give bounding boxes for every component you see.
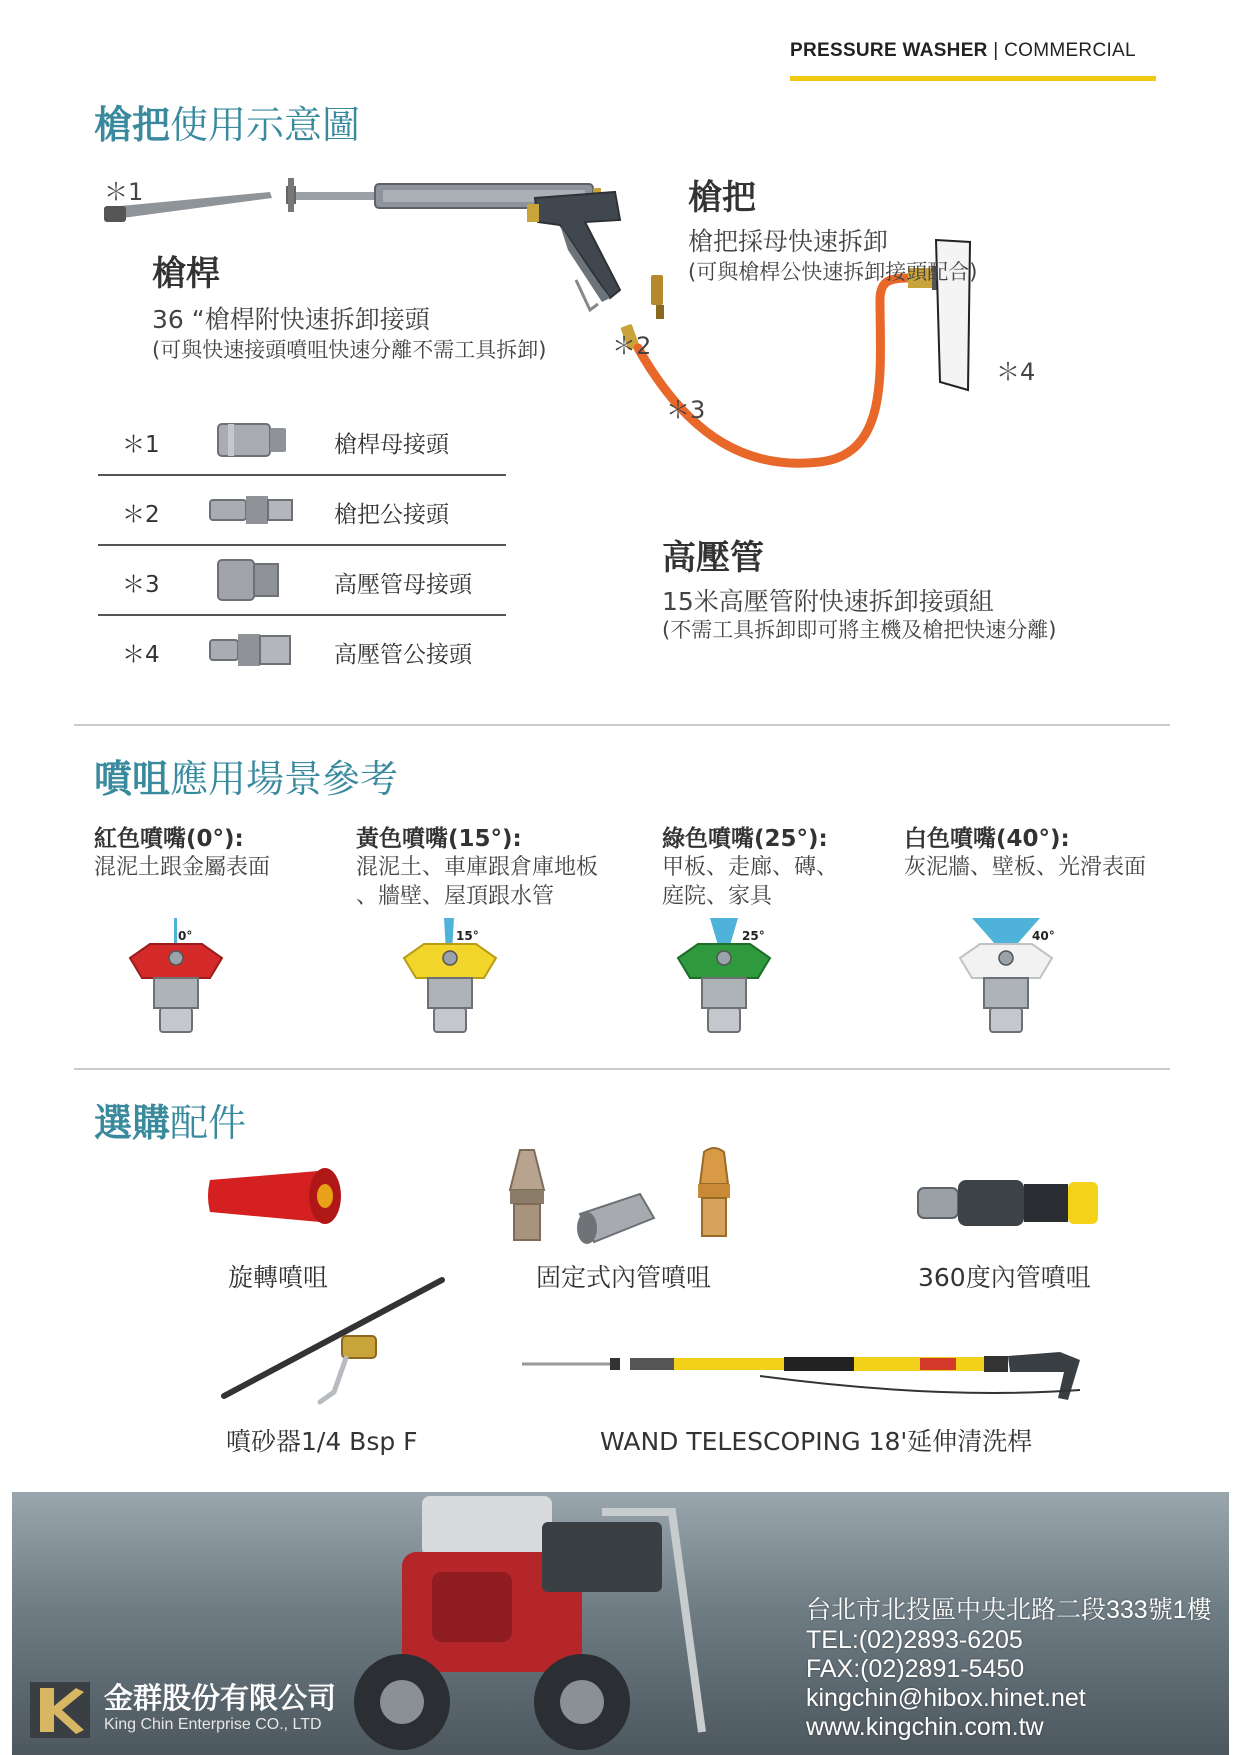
sandblaster-icon (216, 1274, 448, 1414)
telescoping-wand-icon (520, 1350, 1106, 1414)
fitting-mark: ＊3 (122, 572, 160, 598)
brand-header (790, 40, 1136, 62)
hose-note: (不需工具拆卸即可將主機及槍把快速分離) (662, 618, 1057, 642)
nozzle-angle-label: 15° (456, 929, 479, 943)
fitting-mark: ＊1 (122, 432, 160, 458)
section-title-bold: 槍把 (94, 103, 171, 147)
callout-3: ＊3 (666, 396, 706, 424)
wand-desc: 36 “槍桿附快速拆卸接頭 (152, 305, 430, 334)
callout-4: ＊4 (996, 358, 1036, 386)
gun-note: (可與槍桿公快速拆卸接頭配合) (688, 260, 978, 284)
nozzle-white-text (904, 820, 1146, 882)
male-plug-icon (208, 488, 298, 532)
contact-block (806, 1590, 1212, 1742)
nozzle-title: 綠色噴嘴(25°): (662, 826, 828, 852)
nozzle-desc-line: 庭院、家具 (662, 884, 773, 909)
nozzle-angle-label: 40° (1032, 929, 1055, 943)
fitting-mark: ＊4 (122, 642, 160, 668)
gun-desc: 槍把採母快速拆卸 (688, 227, 889, 256)
hose-title: 高壓管 (662, 538, 764, 578)
nozzle-red-icon (122, 914, 242, 1038)
nozzle-desc-line: 甲板、走廊、磚、 (662, 855, 839, 880)
callout-1: ＊1 (104, 178, 144, 206)
fitting-row (98, 406, 506, 476)
nozzle-angle-label: 25° (742, 929, 765, 943)
contact-address: 台北市北投區中央北路二段333號1樓 (806, 1596, 1212, 1624)
nozzle-desc-line: 混泥土跟金屬表面 (94, 855, 271, 880)
section-title-accessories (94, 1092, 246, 1147)
nozzle-desc-line: 灰泥牆、壁板、光滑表面 (904, 855, 1147, 880)
section-title-nozzle-usage (94, 748, 398, 803)
nozzle-green-icon (670, 914, 790, 1038)
pipe-360-nozzle-icon (916, 1164, 1106, 1244)
wand-illustration (104, 178, 601, 222)
callout-2: ＊2 (612, 332, 652, 360)
fitting-label: 槍把公接頭 (334, 502, 449, 528)
female-coupler-icon (208, 418, 298, 462)
female-coupler-icon (208, 558, 298, 602)
section-title-bold: 選購 (94, 1101, 171, 1145)
section-title-gun-usage (94, 94, 360, 149)
contact-tel: TEL:(02)2893-6205 (806, 1626, 1023, 1654)
nozzle-desc-line: 、牆壁、屋頂跟水管 (356, 884, 555, 909)
company-logo-icon (30, 1682, 90, 1738)
fitting-row (98, 616, 506, 686)
wand-title: 槍桿 (152, 254, 220, 294)
male-plug-icon (208, 628, 298, 672)
wand-note: (可與快速接頭噴咀快速分離不需工具拆卸) (152, 338, 547, 362)
section-title-rest: 配件 (170, 1101, 247, 1145)
section-title-bold: 噴咀 (94, 757, 171, 801)
fitting-label: 槍桿母接頭 (334, 432, 449, 458)
contact-fax: FAX:(02)2891-5450 (806, 1655, 1025, 1683)
gun-title: 槍把 (688, 178, 756, 218)
contact-website[interactable]: www.kingchin.com.tw (806, 1713, 1044, 1741)
nozzle-yellow-text (356, 820, 598, 911)
brand-light-text: COMMERCIAL (1004, 40, 1136, 61)
section-title-rest: 使用示意圖 (170, 103, 361, 147)
fixed-nozzle-label: 固定式內管噴咀 (536, 1263, 712, 1292)
company-name-cn: 金群股份有限公司 (104, 1681, 337, 1715)
brand-separator: | (987, 40, 1005, 61)
nozzle-title: 黃色噴嘴(15°): (356, 826, 522, 852)
nozzle-green-text (662, 820, 838, 911)
contact-email[interactable]: kingchin@hibox.hinet.net (806, 1684, 1086, 1712)
fixed-nozzle-icon (500, 1144, 760, 1254)
nozzle-title: 紅色噴嘴(0°): (94, 826, 244, 852)
fitting-mark: ＊2 (122, 502, 160, 528)
sandblaster-label: 噴砂器1/4 Bsp F (226, 1427, 418, 1456)
footer-banner (12, 1492, 1229, 1755)
gun-male-plug-illustration (651, 275, 663, 305)
rotary-nozzle-label: 旋轉噴咀 (228, 1263, 329, 1292)
pipe-360-nozzle-label: 360度內管噴咀 (918, 1263, 1091, 1292)
fitting-row (98, 476, 506, 546)
telescoping-wand-label: WAND TELESCOPING 18'延伸清洗桿 (600, 1427, 1033, 1456)
brand-bold-text: PRESSURE WASHER (790, 40, 988, 61)
fitting-label: 高壓管母接頭 (334, 572, 472, 598)
nozzle-desc-line: 混泥土、車庫跟倉庫地板 (356, 855, 599, 880)
nozzle-yellow-icon (396, 914, 516, 1038)
section-divider (74, 724, 1170, 726)
section-title-rest: 應用場景參考 (170, 757, 399, 801)
company-name-en: King Chin Enterprise CO., LTD (104, 1716, 322, 1733)
pressure-washer-machine-image (342, 1492, 762, 1755)
nozzle-title: 白色噴嘴(40°): (904, 826, 1070, 852)
rotary-nozzle-icon (200, 1152, 360, 1242)
nozzle-white-icon (952, 914, 1072, 1038)
hose-desc: 15米高壓管附快速拆卸接頭組 (662, 587, 994, 616)
nozzle-red-text (94, 820, 270, 882)
nozzle-angle-label: 0° (178, 929, 193, 943)
section-divider (74, 1068, 1170, 1070)
gun-illustration (527, 192, 620, 310)
fitting-row (98, 546, 506, 616)
fitting-label: 高壓管公接頭 (334, 642, 472, 668)
brand-underline (790, 76, 1156, 81)
